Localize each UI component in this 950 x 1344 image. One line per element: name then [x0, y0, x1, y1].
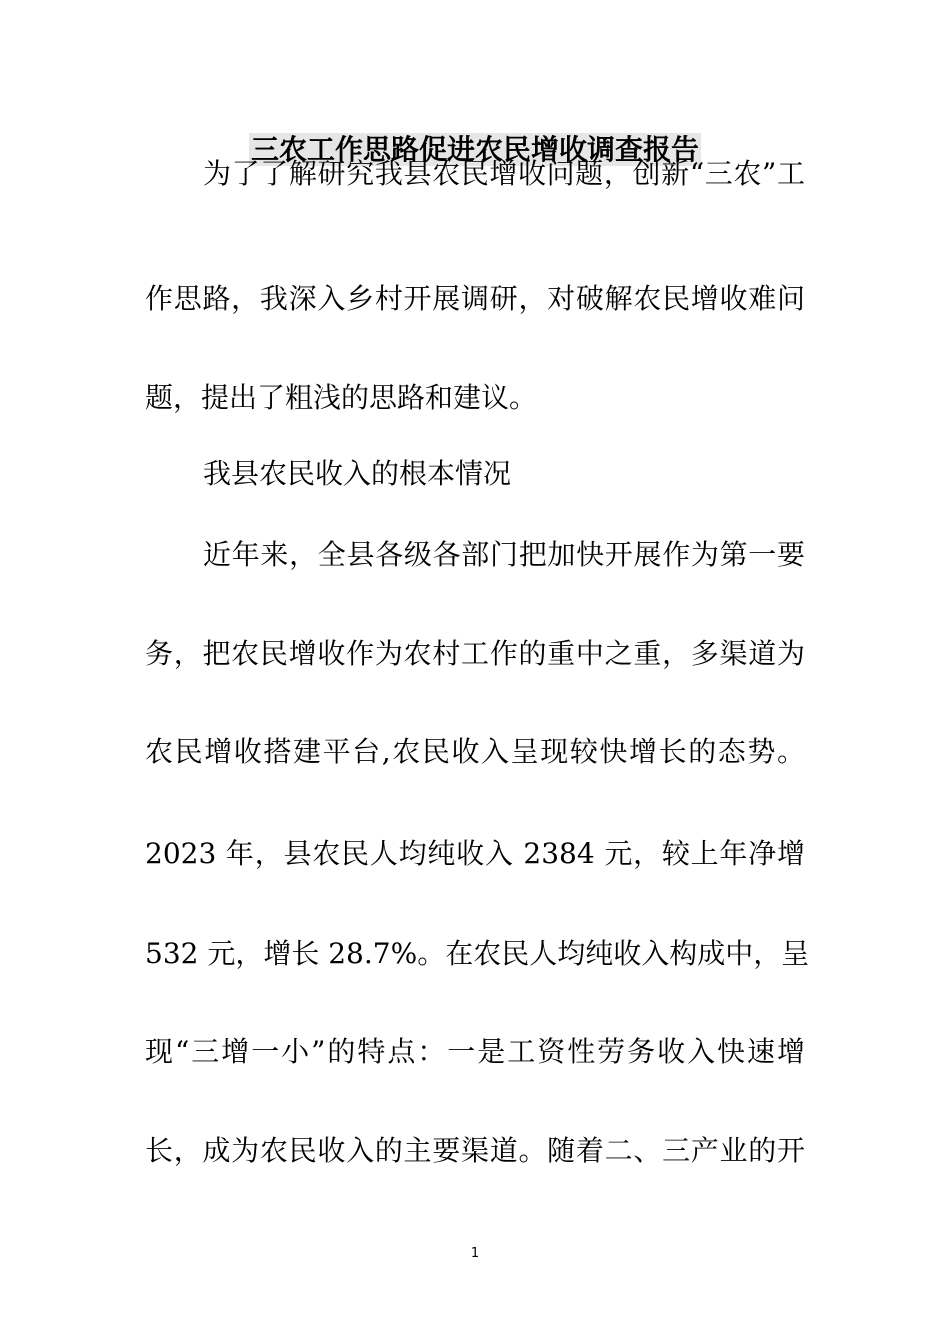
paragraph-line-6: 农民增收搭建平台,农民收入呈现较快增长的态势。 [145, 735, 805, 768]
paragraph-line-7: 2023 年，县农民人均纯收入 2384 元，较上年净增 [145, 837, 805, 870]
paragraph-line-1: 为了了解研究我县农民增收问题，创新“三农”工 [203, 157, 805, 190]
paragraph-line-5: 务，把农民增收作为农村工作的重中之重，多渠道为 [145, 637, 805, 670]
paragraph-line-4: 近年来，全县各级各部门把加快开展作为第一要 [203, 538, 805, 571]
paragraph-line-10: 长，成为农民收入的主要渠道。随着二、三产业的开 [145, 1134, 805, 1167]
paragraph-line-3: 题，提出了粗浅的思路和建议。 [145, 381, 538, 414]
paragraph-line-8: 532 元，增长 28.7%。在农民人均纯收入构成中，呈 [145, 937, 810, 970]
paragraph-line-2: 作思路，我深入乡村开展调研，对破解农民增收难问 [145, 282, 805, 315]
paragraph-line-9: 现“三增一小”的特点：一是工资性劳务收入快速增 [145, 1035, 805, 1068]
page-number: 1 [470, 1246, 480, 1261]
section-heading: 我县农民收入的根本情况 [203, 457, 512, 490]
document-title-text: 三农工作思路促进农民增收调查报告 [250, 133, 699, 166]
